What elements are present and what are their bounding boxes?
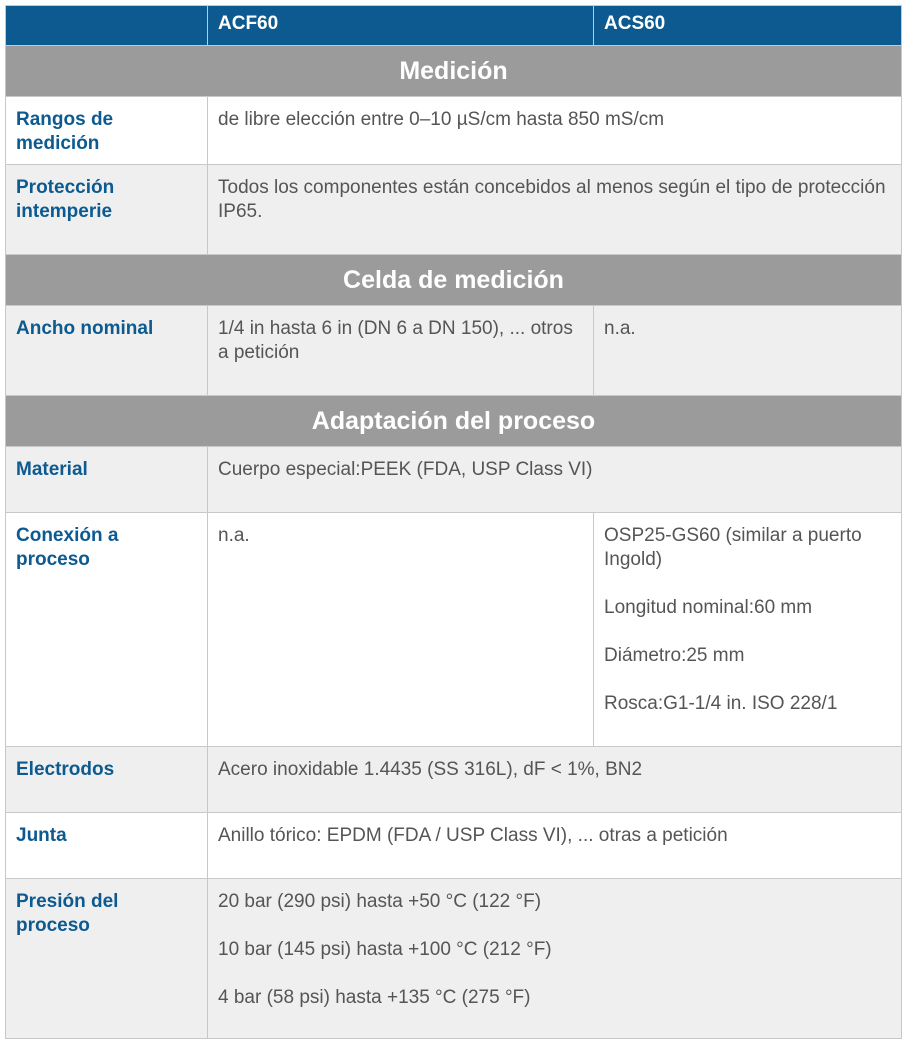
row-value-line: Longitud nominal:60 mm <box>604 597 813 618</box>
row-value: Anillo tórico: EPDM (FDA / USP Class VI), ... otras a petición <box>208 813 902 879</box>
row-label: Conexión a proceso <box>6 513 208 747</box>
section-row <box>6 255 902 306</box>
header-acs60: ACS60 <box>594 6 902 46</box>
row-value-line: Rosca:G1-1/4 in. ISO 228/1 <box>604 693 838 714</box>
row-value-acf60: n.a. <box>208 513 594 747</box>
section-row <box>6 46 902 97</box>
row-value: de libre elección entre 0–10 µS/cm hasta 850 mS/cm <box>208 97 902 165</box>
table-row <box>6 747 902 813</box>
header-row <box>6 6 902 46</box>
row-value-acs60: n.a. <box>594 306 902 396</box>
row-label: Presión del proceso <box>6 879 208 1039</box>
section-row <box>6 396 902 447</box>
section-medicion: Medición <box>6 46 902 97</box>
table-row <box>6 813 902 879</box>
header-blank <box>6 6 208 46</box>
row-value <box>208 879 902 1039</box>
row-value: Cuerpo especial:PEEK (FDA, USP Class VI) <box>208 447 902 513</box>
row-label: Rangos de medición <box>6 97 208 165</box>
table-row <box>6 165 902 255</box>
row-value-line: 20 bar (290 psi) hasta +50 °C (122 °F) <box>218 891 542 912</box>
row-value-line: OSP25-GS60 (similar a puerto Ingold) <box>604 525 862 570</box>
row-value-line: 4 bar (58 psi) hasta +135 °C (275 °F) <box>218 987 531 1008</box>
table-row <box>6 879 902 1039</box>
table-row <box>6 513 902 747</box>
header-acf60: ACF60 <box>208 6 594 46</box>
row-label: Junta <box>6 813 208 879</box>
row-label: Electrodos <box>6 747 208 813</box>
row-label: Ancho nominal <box>6 306 208 396</box>
section-celda: Celda de medición <box>6 255 902 306</box>
row-value-line: Diámetro:25 mm <box>604 645 745 666</box>
row-value-acf60: 1/4 in hasta 6 in (DN 6 a DN 150), ... otros a petición <box>208 306 594 396</box>
row-value-line: 10 bar (145 psi) hasta +100 °C (212 °F) <box>218 939 552 960</box>
row-value: Todos los componentes están concebidos al menos según el tipo de protección IP65. <box>208 165 902 255</box>
row-value: Acero inoxidable 1.4435 (SS 316L), dF < 1%, BN2 <box>208 747 902 813</box>
spec-table <box>5 5 902 1039</box>
row-value-acs60 <box>594 513 902 747</box>
table-row <box>6 447 902 513</box>
table-row <box>6 97 902 165</box>
row-label: Protección intemperie <box>6 165 208 255</box>
section-adaptacion: Adaptación del proceso <box>6 396 902 447</box>
table-row <box>6 306 902 396</box>
row-label: Material <box>6 447 208 513</box>
